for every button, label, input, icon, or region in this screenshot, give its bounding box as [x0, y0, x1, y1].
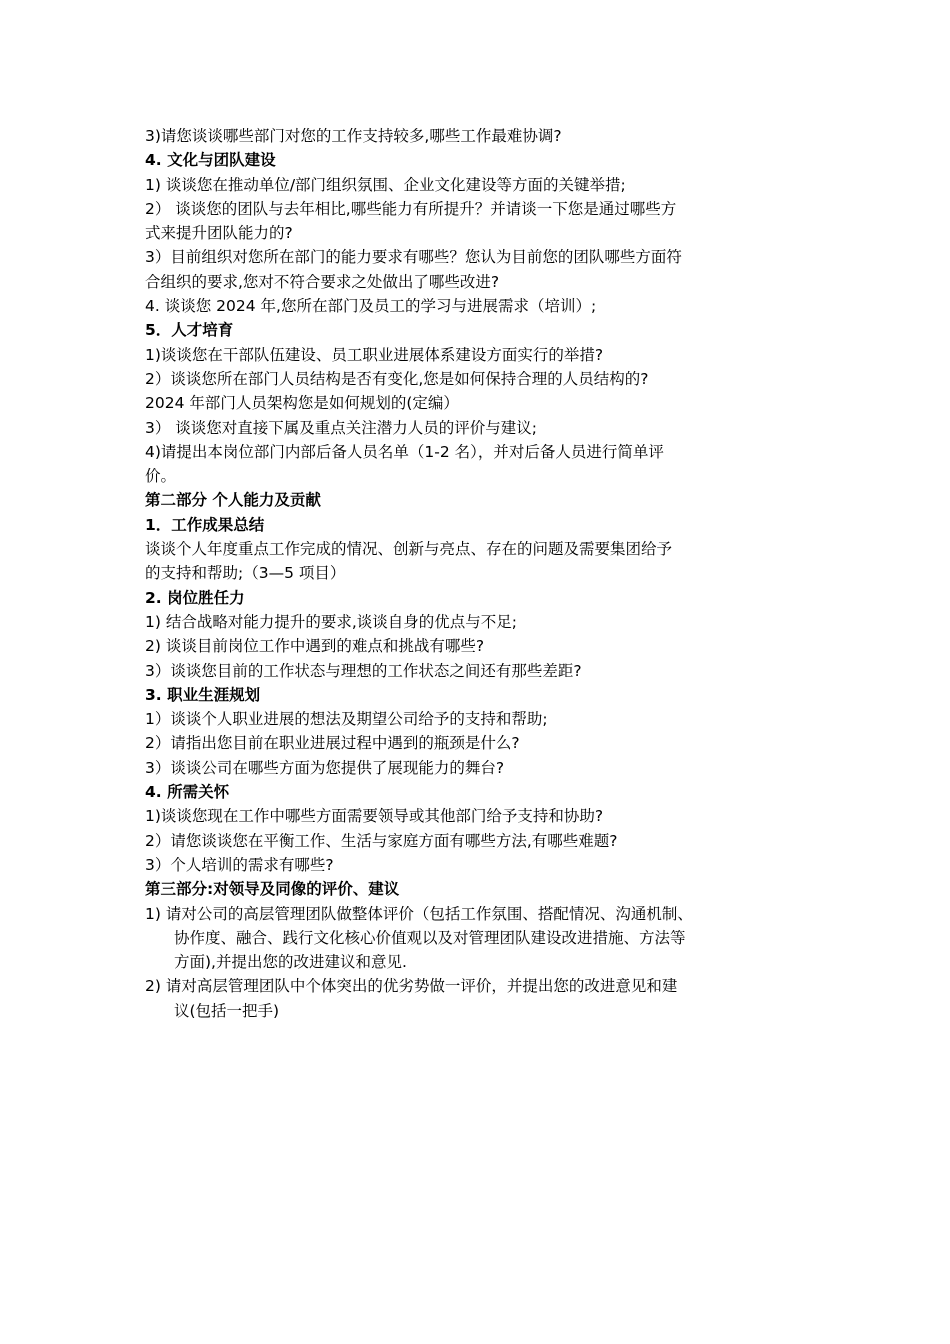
text-line: 3）个人培训的需求有哪些? [145, 855, 334, 874]
text-line: 2) 谈谈目前岗位工作中遇到的难点和挑战有哪些? [145, 637, 485, 656]
list-item-continuation: 议(包括一把手) [174, 1001, 280, 1020]
text-line: 3)请您谈谈哪些部门对您的工作支持较多,哪些工作最难协调? [145, 127, 562, 145]
text-line: 2024 年部门人员架构您是如何规划的(定编） [145, 394, 459, 413]
text-line: 2）请您谈谈您在平衡工作、生活与家庭方面有哪些方法,有哪些难题? [145, 831, 618, 850]
section-heading: 3. 职业生涯规划 [145, 685, 261, 704]
text-line: 1) 结合战略对能力提升的要求,谈谈自身的优点与不足; [145, 612, 517, 631]
document-body [145, 124, 835, 1023]
list-item-continuation: 方面),并提出您的改进建议和意见. [174, 953, 407, 972]
section-heading: 2. 岗位胜任力 [145, 588, 245, 607]
text-line: 4. 谈谈您 2024 年,您所在部门及员工的学习与进展需求（培训）; [145, 297, 597, 316]
text-line: 1)谈谈您在干部队伍建设、员工职业进展体系建设方面实行的举措? [145, 345, 604, 364]
text-line: 2）谈谈您所在部门人员结构是否有变化,您是如何保持合理的人员结构的? [145, 369, 649, 388]
text-line: 3）谈谈公司在哪些方面为您提供了展现能力的舞台? [145, 758, 505, 777]
text-line: 1）谈谈个人职业进展的想法及期望公司给予的支持和帮助; [145, 710, 548, 729]
text-line: 谈谈个人年度重点工作完成的情况、创新与亮点、存在的问题及需要集团给予 [145, 540, 673, 559]
list-item-continuation: 协作度、融合、践行文化核心价值观以及对管理团队建设改进措施、方法等 [174, 928, 686, 947]
list-item: 1) 请对公司的高层管理团队做整体评价（包括工作氛围、搭配情况、沟通机制、 [145, 904, 693, 923]
text-line: 合组织的要求,您对不符合要求之处做出了哪些改进? [145, 272, 500, 291]
section-heading: 1．工作成果总结 [145, 515, 265, 534]
text-line: 的支持和帮助;（3—5 项目） [145, 564, 346, 583]
section-heading: 4. 文化与团队建设 [145, 151, 276, 170]
text-line: 3）谈谈您目前的工作状态与理想的工作状态之间还有那些差距? [145, 661, 582, 680]
text-line: 价。 [145, 467, 177, 486]
text-line: 式来提升团队能力的? [145, 224, 293, 243]
text-line: 3）目前组织对您所在部门的能力要求有哪些？您认为目前您的团队哪些方面符 [145, 248, 682, 267]
section-heading: 5．人才培育 [145, 321, 234, 340]
text-line: 2）请指出您目前在职业进展过程中遇到的瓶颈是什么? [145, 734, 520, 753]
text-line: 1) 谈谈您在推动单位/部门组织氛围、企业文化建设等方面的关键举措; [145, 175, 626, 194]
text-line: 1)谈谈您现在工作中哪些方面需要领导或其他部门给予支持和协助? [145, 807, 604, 826]
section-heading: 4. 所需关怀 [145, 783, 230, 802]
text-line: 2） 谈谈您的团队与去年相比,哪些能力有所提升？并请谈一下您是通过哪些方 [145, 199, 677, 218]
text-line: 4)请提出本岗位部门内部后备人员名单（1-2 名），并对后备人员进行简单评 [145, 442, 664, 461]
list-item: 2) 请对高层管理团队中个体突出的优劣势做一评价，并提出您的改进意见和建 [145, 977, 678, 996]
part-heading: 第二部分 个人能力及贡献 [145, 491, 321, 510]
part-heading: 第三部分:对领导及同像的评价、建议 [145, 880, 400, 899]
text-line: 3） 谈谈您对直接下属及重点关注潜力人员的评价与建议; [145, 418, 538, 437]
